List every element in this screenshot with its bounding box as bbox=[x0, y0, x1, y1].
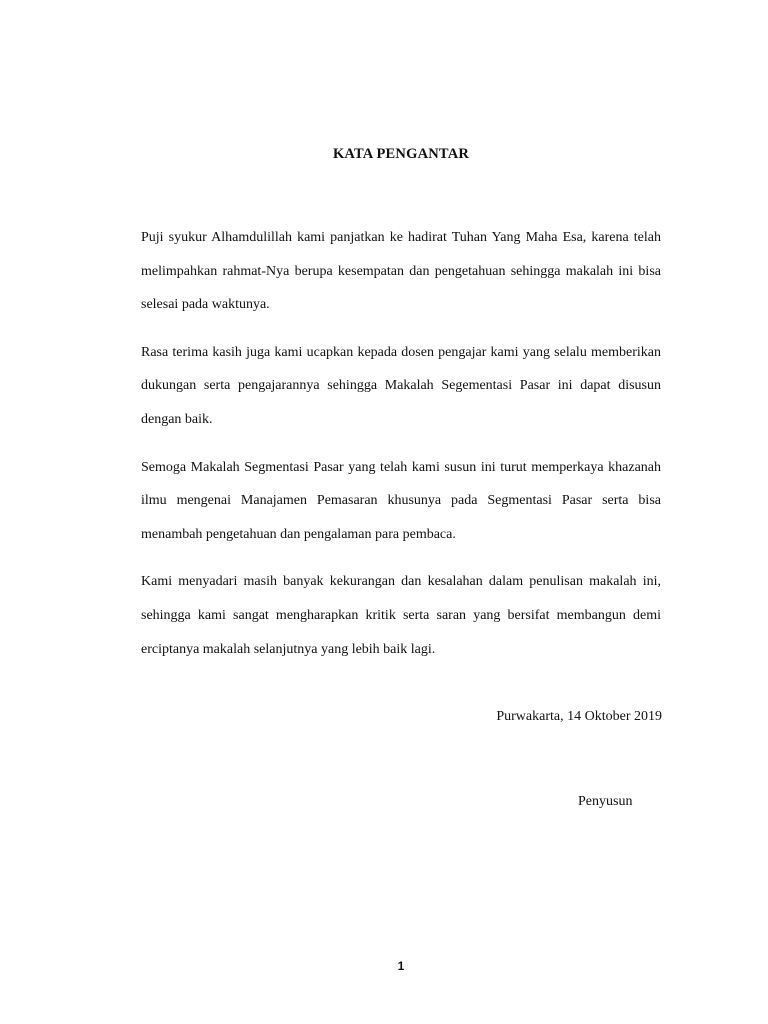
paragraph-4: Kami menyadari masih banyak kekurangan dan kesalahan dalam penulisan makalah ini, sehingga kami sangat mengharapkan kritik serta saran yang bersifat membangun demi erciptanya makalah selanjutnya yang lebih baik lagi. bbox=[141, 574, 661, 657]
paragraph-1: Puji syukur Alhamdulillah kami panjatkan ke hadirat Tuhan Yang Maha Esa, karena telah melimpahkan rahmat-Nya berupa kesempatan dan pengetahuan sehingga makalah ini bisa selesai pada waktunya. bbox=[141, 230, 661, 313]
body-text bbox=[141, 221, 661, 680]
place-date: Purwakarta, 14 Oktober 2019 bbox=[496, 709, 662, 724]
author-signature: Penyusun bbox=[578, 794, 633, 809]
paragraph-2: Rasa terima kasih juga kami ucapkan kepada dosen pengajar kami yang selalu memberikan dukungan serta pengajarannya sehingga Makalah Segementasi Pasar ini dapat disusun dengan baik. bbox=[141, 344, 661, 427]
paragraph-3: Semoga Makalah Segmentasi Pasar yang telah kami susun ini turut memperkaya khazanah ilmu mengenai Manajamen Pemasaran khusunya pada Segmentasi Pasar serta bisa menambah pengetahuan dan pengalaman para pembaca. bbox=[141, 459, 661, 542]
page-title: KATA PENGANTAR bbox=[332, 146, 470, 162]
page-number: 1 bbox=[397, 959, 405, 973]
